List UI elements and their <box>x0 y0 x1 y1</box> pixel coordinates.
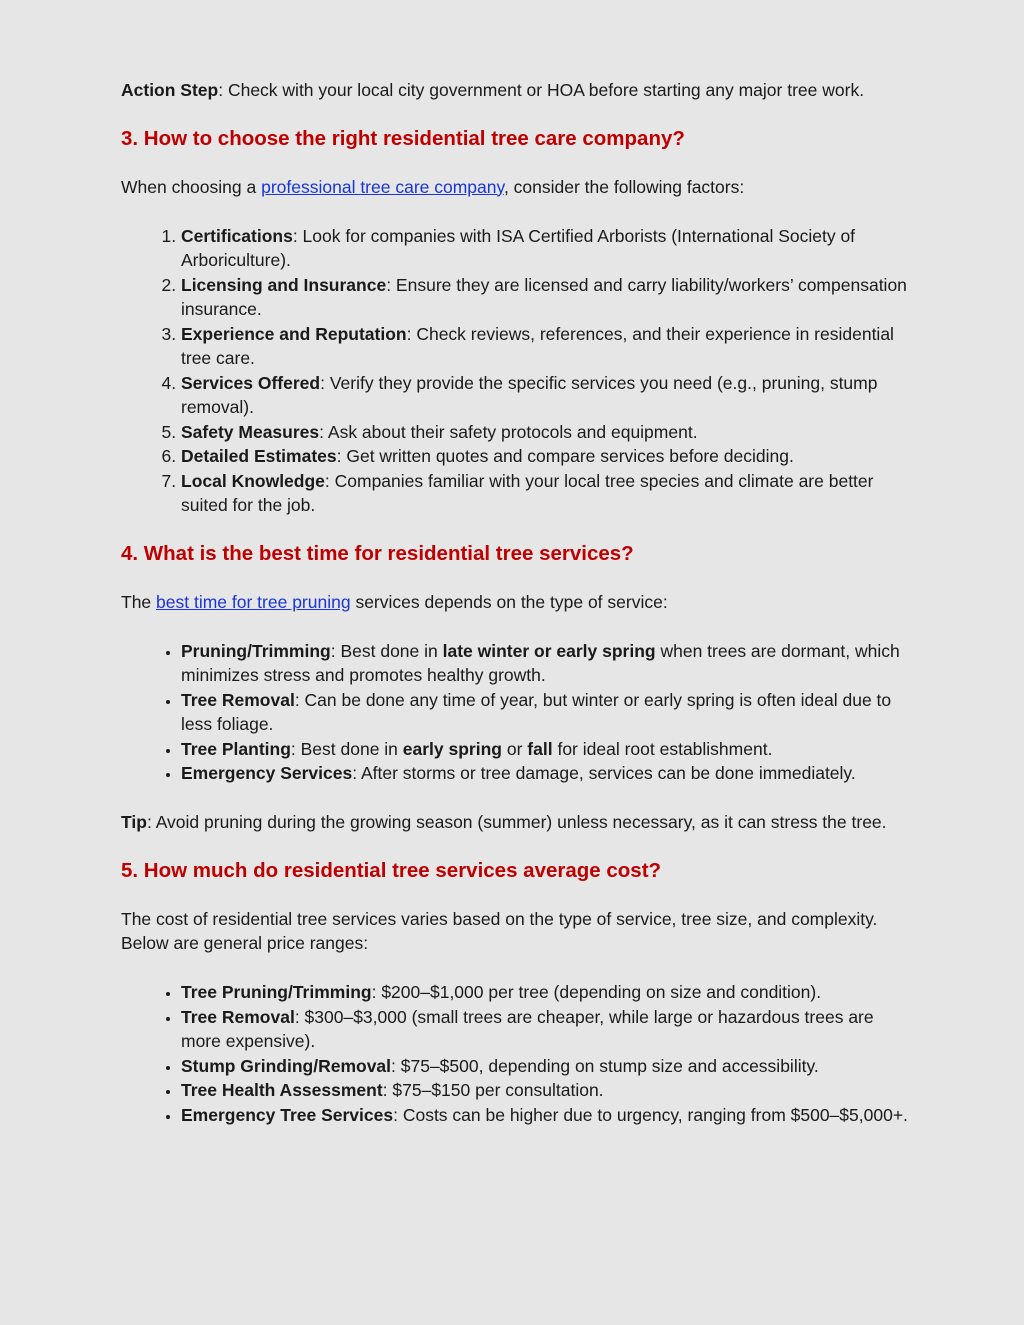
item-label: Services Offered <box>181 372 321 393</box>
item-text: : Best done in <box>330 640 443 661</box>
item-text: when trees are dormant, which minimizes stress and promotes healthy growth. <box>181 640 900 685</box>
item-label: Tree Planting <box>181 738 291 759</box>
section-5-cost-list <box>121 980 911 1127</box>
list-item <box>181 273 911 322</box>
item-text: : $75–$150 per consultation. <box>382 1080 604 1100</box>
section-4-timing-list <box>121 639 911 786</box>
section-5-heading: 5. How much do residential tree services average cost? <box>121 858 662 882</box>
item-label: Experience and Reputation <box>181 323 407 344</box>
list-item <box>181 737 911 762</box>
list-item <box>181 639 911 688</box>
item-text: : $75–$500, depending on stump size and accessibility. <box>391 1055 819 1076</box>
section-3-factor-list <box>121 224 911 518</box>
item-text: : Costs can be higher due to urgency, ranging from $500–$5,000+. <box>393 1104 908 1125</box>
item-label: Tree Removal <box>181 1006 295 1027</box>
item-label: Emergency Services <box>181 763 353 783</box>
list-item <box>181 980 911 1005</box>
item-text: : Get written quotes and compare services before deciding. <box>336 446 794 466</box>
list-item <box>181 444 911 469</box>
section-3-intro-after: , consider the following factors: <box>503 176 745 197</box>
action-step-paragraph <box>121 78 911 103</box>
item-text: : Verify they provide the specific services you need (e.g., pruning, stump removal). <box>181 372 878 417</box>
item-text: : After storms or tree damage, services can be done immediately. <box>352 763 856 783</box>
section-5-intro: The cost of residential tree services varies based on the type of service, tree size, and complexity. Below are general price ranges: <box>121 908 878 953</box>
item-text: : Ask about their safety protocols and equipment. <box>319 421 698 442</box>
list-item <box>181 1103 911 1128</box>
item-label: Local Knowledge <box>181 470 325 491</box>
list-item <box>181 761 911 786</box>
item-text: : Ensure they are licensed and carry liability/workers’ compensation insurance. <box>181 274 907 319</box>
list-item <box>181 688 911 737</box>
item-label: Safety Measures <box>181 421 320 442</box>
professional-tree-care-company-link[interactable]: professional tree care company <box>261 176 504 197</box>
section-3-heading: 3. How to choose the right residential tree care company? <box>121 126 685 150</box>
section-4-intro-before: The <box>121 591 157 612</box>
item-label: Tree Removal <box>181 689 295 710</box>
list-item <box>181 1054 911 1079</box>
list-item <box>181 371 911 420</box>
section-4-intro <box>121 590 911 615</box>
item-text: : $300–$3,000 (small trees are cheaper, while large or hazardous trees are more expensive). <box>181 1006 874 1051</box>
item-text: : Look for companies with ISA Certified Arborists (International Society of Arboriculture). <box>181 225 856 270</box>
item-emphasis: late winter or early spring <box>442 640 656 661</box>
best-time-for-tree-pruning-link[interactable]: best time for tree pruning <box>156 591 351 612</box>
item-label: Stump Grinding/Removal <box>181 1055 392 1076</box>
list-item <box>181 420 911 445</box>
section-4-heading: 4. What is the best time for residential tree services? <box>121 541 634 565</box>
tip-label: Tip <box>121 812 147 832</box>
section-3-intro-before: When choosing a <box>121 176 262 197</box>
action-step-label: Action Step <box>121 80 219 100</box>
item-label: Tree Health Assessment <box>181 1080 383 1100</box>
item-label: Tree Pruning/Trimming <box>181 982 372 1002</box>
item-text: : Check reviews, references, and their experience in residential tree care. <box>181 323 894 368</box>
item-label: Emergency Tree Services <box>181 1104 394 1125</box>
item-text: : $200–$1,000 per tree (depending on size and condition). <box>371 982 822 1002</box>
list-item <box>181 1078 911 1103</box>
section-3-intro <box>121 175 911 200</box>
tip-paragraph <box>121 810 911 835</box>
document-content <box>121 78 911 1127</box>
list-item <box>181 1005 911 1054</box>
item-text: : Best done in <box>290 738 403 759</box>
item-label: Certifications <box>181 225 293 246</box>
item-label: Licensing and Insurance <box>181 274 387 295</box>
action-step-text: : Check with your local city government or HOA before starting any major tree work. <box>218 80 865 100</box>
item-label: Pruning/Trimming <box>181 640 331 661</box>
tip-text: : Avoid pruning during the growing season (summer) unless necessary, as it can stress the tree. <box>146 812 887 832</box>
item-emphasis: fall <box>527 738 553 759</box>
list-item <box>181 469 911 518</box>
list-item <box>181 224 911 273</box>
item-text: for ideal root establishment. <box>552 738 773 759</box>
item-text: : Can be done any time of year, but winter or early spring is often ideal due to less foliage. <box>181 689 892 734</box>
item-text: : Companies familiar with your local tree species and climate are better suited for the job. <box>181 470 874 515</box>
item-text: or <box>502 738 528 759</box>
item-label: Detailed Estimates <box>181 446 337 466</box>
section-4-intro-after: services depends on the type of service: <box>350 591 668 612</box>
list-item <box>181 322 911 371</box>
item-emphasis: early spring <box>402 738 502 759</box>
